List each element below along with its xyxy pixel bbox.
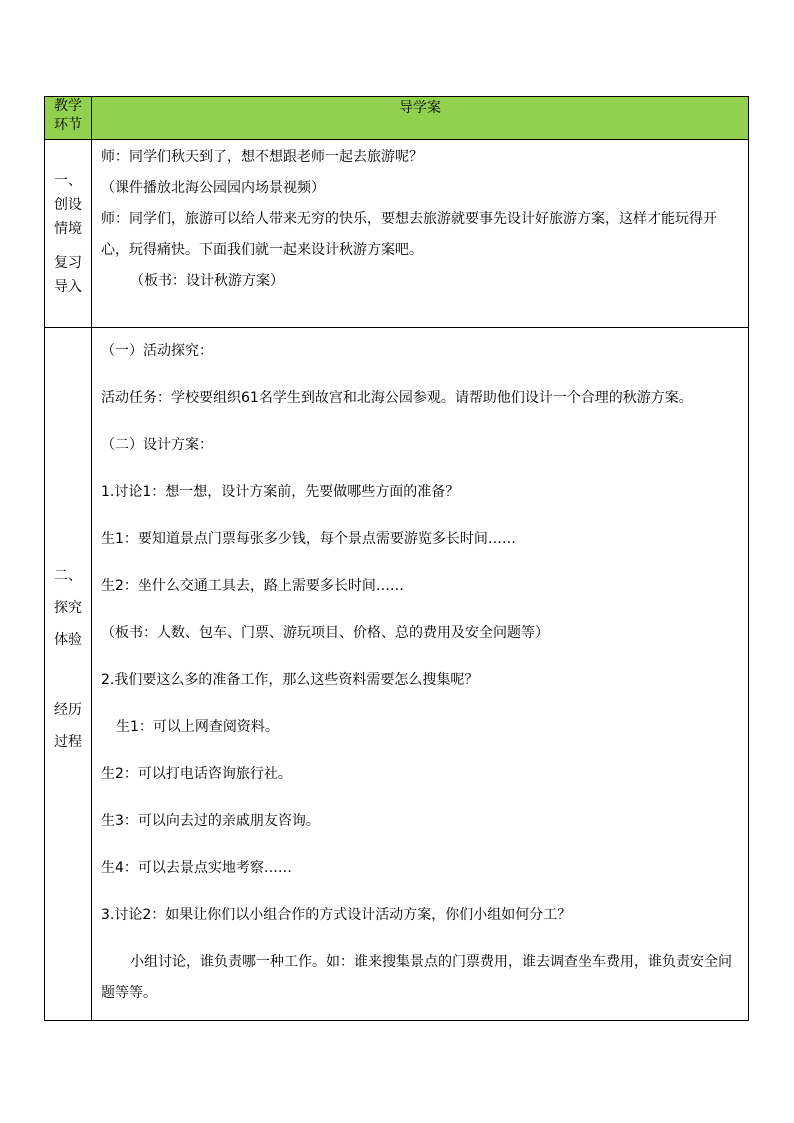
header-title-cell: 导学案 [92, 97, 749, 140]
header-stage-cell [45, 97, 92, 140]
section2-label-cell [45, 328, 92, 1021]
section2-line: 生2：可以打电话咨询旅行社。 [101, 766, 292, 782]
section2-line: 生1：可以上网查阅资料。 [116, 719, 279, 735]
section1-label-l5: 导入 [54, 279, 82, 295]
section1-label-l4: 复习 [54, 255, 82, 271]
section2-line: （一）活动探究： [101, 343, 213, 359]
section1-content-cell [92, 140, 749, 328]
section2-label-l5: 过程 [54, 734, 82, 750]
section1-line: （课件播放北海公园园内场景视频） [101, 180, 325, 196]
section2-line: 生2：坐什么交通工具去，路上需要多长时间…… [101, 578, 404, 594]
lesson-plan-table [44, 96, 749, 1021]
section2-line: 活动任务：学校要组织61名学生到故宫和北海公园参观。请帮助他们设计一个合理的秋游方案。 [101, 390, 693, 406]
section-row-1 [45, 140, 749, 328]
section2-label-l1: 二、 [54, 568, 82, 584]
table-header-row [45, 97, 749, 140]
section-row-2 [45, 328, 749, 1021]
section2-line: 2.我们要这么多的准备工作，那么这些资料需要怎么搜集呢？ [101, 672, 479, 688]
section2-content-cell [92, 328, 749, 1021]
section1-line: 师：同学们秋天到了，想不想跟老师一起去旅游呢？ [101, 149, 423, 165]
section1-label-l3: 情境 [54, 221, 82, 237]
header-stage-line2: 环节 [54, 117, 82, 133]
section2-line: 1.讨论1：想一想，设计方案前，先要做哪些方面的准备？ [101, 484, 460, 500]
section1-label-l1: 一、 [54, 173, 82, 189]
section1-paragraph: 师：同学们，旅游可以给人带来无穷的快乐，要想去旅游就要事先设计好旅游方案，这样才能玩得开心，玩得痛快。下面我们就一起来设计秋游方案吧。 [101, 211, 717, 258]
section2-line: 生4：可以去景点实地考察…… [101, 860, 292, 876]
section2-label-l3: 体验 [54, 632, 82, 648]
section1-label-l2: 创设 [54, 197, 82, 213]
section2-label-l2: 探究 [54, 600, 82, 616]
section2-paragraph: 小组讨论，谁负责哪一种工作。如：谁来搜集景点的门票费用，谁去调查坐车费用，谁负责安全问题等等。 [101, 954, 732, 1001]
section2-line: 3.讨论2：如果让你们以小组合作的方式设计活动方案，你们小组如何分工？ [101, 907, 572, 923]
section2-line: 生1：要知道景点门票每张多少钱，每个景点需要游览多长时间…… [101, 531, 516, 547]
section2-label-l4: 经历 [54, 702, 82, 718]
section2-line: （板书：人数、包车、门票、游玩项目、价格、总的费用及安全问题等） [101, 625, 549, 641]
section2-line: 生3：可以向去过的亲戚朋友咨询。 [101, 813, 320, 829]
header-stage-line1: 教学 [54, 98, 82, 114]
section1-label-cell [45, 140, 92, 328]
section2-line: （二）设计方案： [101, 437, 213, 453]
section1-line: （板书：设计秋游方案） [130, 273, 284, 289]
